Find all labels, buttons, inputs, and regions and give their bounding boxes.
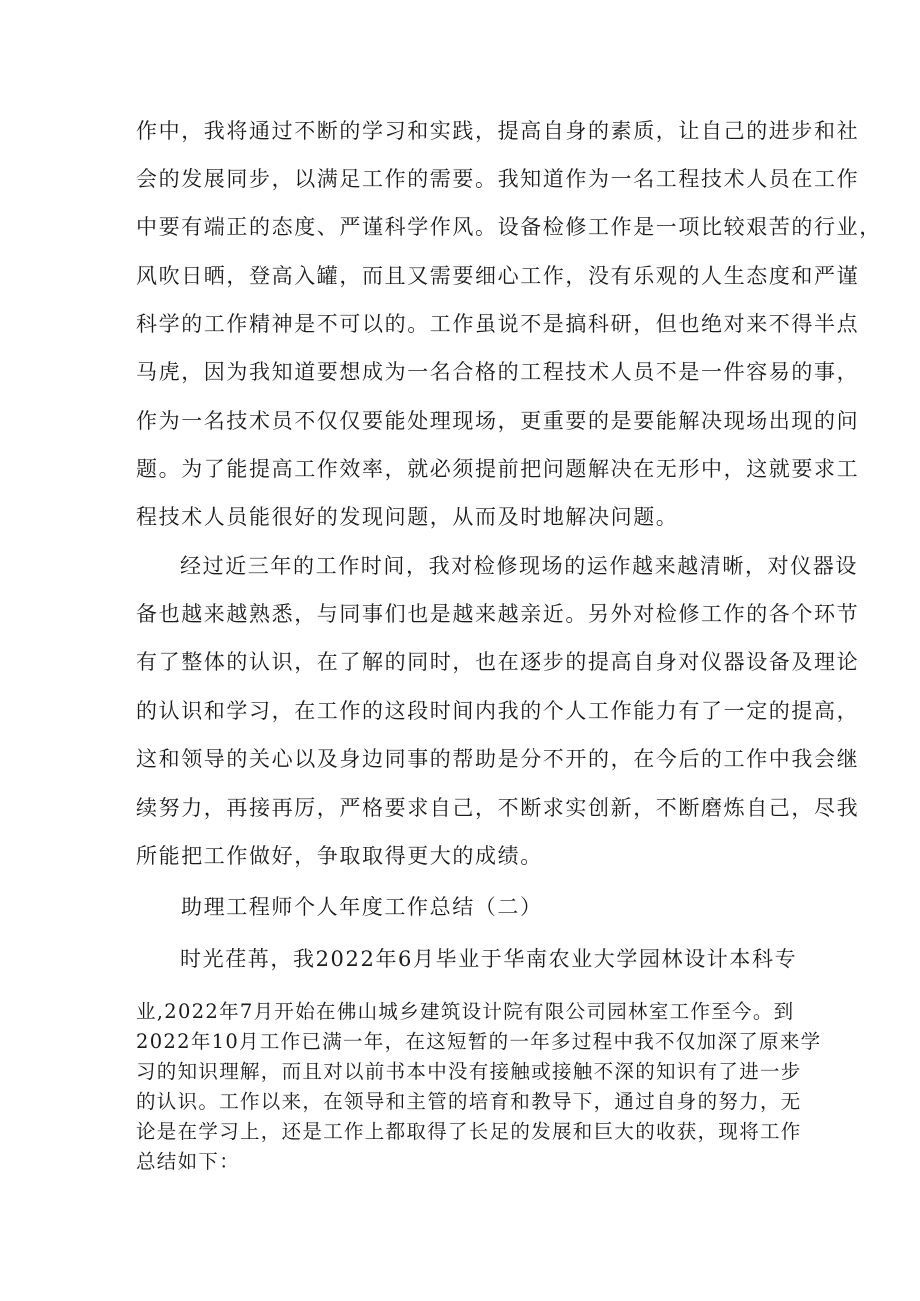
text-line: 的认识。工作以来，在领导和主管的培育和教导下，通过自身的努力，无 [136,1090,802,1113]
text-line: 所能把工作做好，争取取得更大的成绩。 [136,844,543,868]
section-heading: 助理工程师个人年度工作总结（二） [181,895,543,919]
text-line: 经过近三年的工作时间，我对检修现场的运作越来越清晰，对仪器设 [180,554,858,578]
text-line: 总结如下： [136,1150,241,1173]
text-line: 马虎，因为我知道要想成为一名合格的工程技术人员不是一件容易的事， [136,360,860,384]
text-line: 作为一名技术员不仅仅要能处理现场，更重要的是要能解决现场出现的问 [136,409,860,433]
text-line: 科学的工作精神是不可以的。工作虽说不是搞科研，但也绝对来不得半点 [136,312,860,336]
text-line: 中要有端正的态度、严谨科学作风。设备检修工作是一项比较艰苦的行业， [136,215,882,239]
text-line: 续努力，再接再厉，严格要求自己，不断求实创新，不断磨炼自己，尽我 [136,796,860,820]
text-line: 业,2022年7月开始在佛山城乡建筑设计院有限公司园林室工作至今。到 [136,1000,795,1023]
text-line: 习的知识理解，而且对以前书本中没有接触或接触不深的知识有了进一步 [136,1060,802,1083]
text-line: 有了整体的认识，在了解的同时，也在逐步的提高自身对仪器设备及理论 [136,650,860,674]
text-line: 作中，我将通过不断的学习和实践，提高自身的素质，让自己的进步和社 [136,119,860,143]
text-line: 题。为了能提高工作效率，就必须提前把问题解决在无形中，这就要求工 [136,457,860,481]
paragraph-opening-line: 时光荏苒，我2022年6月毕业于华南农业大学园林设计本科专 [180,947,798,971]
text-line: 程技术人员能很好的发现问题，从而及时地解决问题。 [136,505,679,529]
text-line: 会的发展同步，以满足工作的需要。我知道作为一名工程技术人员在工作 [136,167,860,191]
text-line: 论是在学习上，还是工作上都取得了长足的发展和巨大的收获，现将工作 [136,1120,802,1143]
text-line: 风吹日晒，登高入罐，而且又需要细心工作，没有乐观的人生态度和严谨 [136,264,860,288]
text-line: 备也越来越熟悉，与同事们也是越来越亲近。另外对检修工作的各个环节 [136,602,860,626]
text-line: 2022年10月工作已满一年，在这短暂的一年多过程中我不仅加深了原来学 [136,1030,822,1053]
text-line: 的认识和学习，在工作的这段时间内我的个人工作能力有了一定的提高， [136,699,860,723]
text-line: 这和领导的关心以及身边同事的帮助是分不开的，在今后的工作中我会继 [136,747,860,771]
